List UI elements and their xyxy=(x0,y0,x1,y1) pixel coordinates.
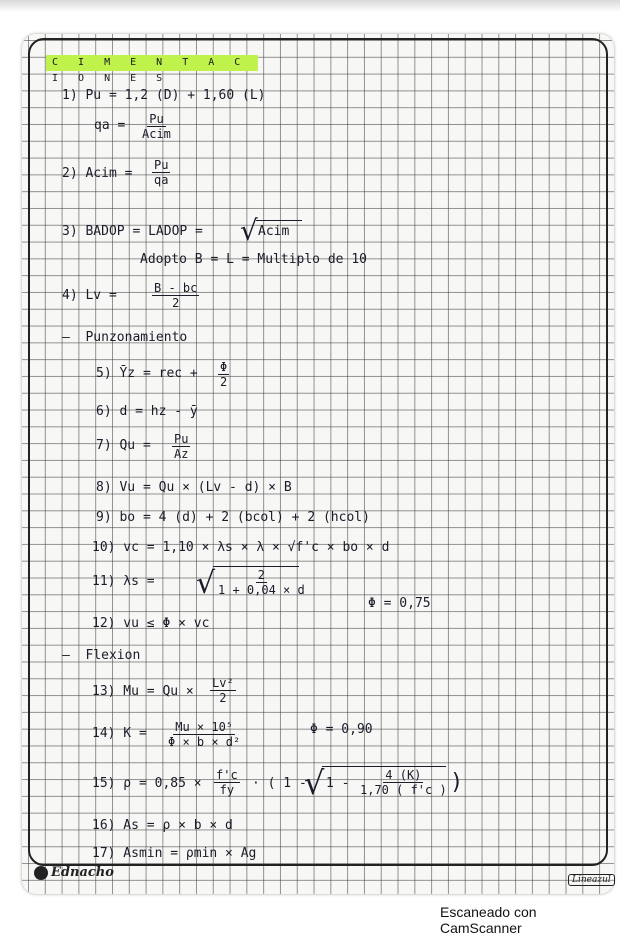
phi-value-090: Φ = 0,90 xyxy=(310,722,373,737)
root-sign-icon: √ xyxy=(196,566,216,601)
formula-10: 10) vc = 1,10 × λs × λ × √f'c × bo × d xyxy=(92,540,390,555)
formula-13-fraction xyxy=(210,676,236,705)
section-label: Punzonamiento xyxy=(85,330,188,345)
fraction-numerator: Pu xyxy=(174,432,189,446)
formula-1b-lhs: qa = xyxy=(94,118,126,133)
formula-12: 12) vu ≤ Φ × vc xyxy=(92,616,210,631)
fraction-denominator: 1,70 ( f'c ) xyxy=(360,783,447,797)
fraction-numerator: B - bc xyxy=(154,281,198,295)
fraction-denominator: 2 xyxy=(220,375,228,389)
fraction-numerator: 4 (K) xyxy=(385,768,422,782)
formula-14-lhs: 14) K = xyxy=(92,726,147,741)
formula-16: 16) As = ρ × b × d xyxy=(92,818,233,833)
formula-15-inner: 1 - xyxy=(326,776,350,791)
formula-5-lhs: 5) Ȳz = rec + xyxy=(96,366,198,381)
phi-value-075: Φ = 0,75 xyxy=(368,596,431,611)
formula-4-fraction xyxy=(152,281,199,310)
formula-3: 3) BADOP = LADOP = xyxy=(62,224,203,239)
formula-7-fraction xyxy=(172,432,190,461)
formula-14-fraction xyxy=(166,720,242,749)
section-heading-punzonamiento xyxy=(62,330,187,345)
formula-17: 17) Asmin = ρmin × Ag xyxy=(92,846,257,861)
formula-7-lhs: 7) Qu = xyxy=(96,438,151,453)
root-sign-icon: √ xyxy=(240,214,258,247)
scanner-watermark: Escaneado con CamScanner xyxy=(440,904,537,936)
fraction-denominator: qa xyxy=(154,173,169,187)
formula-15-inner-fraction xyxy=(358,768,449,797)
formula-1: 1) Pu = 1,2 (D) + 1,60 (L) xyxy=(62,88,266,103)
formula-3-radicand: Acim xyxy=(258,224,290,239)
formula-9: 9) bo = 4 (d) + 2 (bcol) + 2 (hcol) xyxy=(96,510,370,525)
fraction-numerator: Mu × 10⁵ xyxy=(175,720,234,734)
fraction-numerator: Pu xyxy=(149,112,164,126)
logo-mark-icon xyxy=(34,866,48,880)
section-heading-flexion xyxy=(62,648,140,663)
logo-text: Ednacho xyxy=(51,865,114,880)
fraction-denominator: 2 xyxy=(172,296,180,310)
root-bar xyxy=(322,766,446,767)
formula-15-fraction xyxy=(214,768,240,797)
formula-3b: Adopto B = L = Multiplo de 10 xyxy=(140,252,367,267)
fraction-numerator: Φ xyxy=(220,360,228,374)
formula-8: 8) Vu = Qu × (Lv - d) × B xyxy=(96,480,292,495)
fraction-denominator: fy xyxy=(219,783,235,797)
section-label: Flexion xyxy=(85,648,141,663)
formula-11-lhs: 11) λs = xyxy=(92,574,155,589)
formula-11-fraction xyxy=(216,568,307,597)
ednacho-logo xyxy=(34,865,114,880)
fraction-numerator: Pu xyxy=(154,158,169,172)
formula-13-lhs: 13) Mu = Qu × xyxy=(92,684,194,699)
fraction-denominator: Φ × b × d² xyxy=(168,735,241,749)
formula-4-lhs: 4) Lv = xyxy=(62,288,117,303)
fraction-denominator: 2 xyxy=(219,691,227,705)
dash: — xyxy=(62,648,86,663)
fraction-numerator: Lv² xyxy=(212,676,234,690)
top-edge xyxy=(0,0,620,12)
dash: — xyxy=(62,330,86,345)
formula-15-lhs: 15) ρ = 0,85 × xyxy=(92,776,202,791)
root-sign-icon: √ xyxy=(304,764,325,802)
fraction-numerator: 2 xyxy=(257,568,265,582)
paper-brand-logo: Lineazul xyxy=(568,874,615,886)
page-title: C I M E N T A C I O N E S xyxy=(46,55,258,71)
fraction-numerator: f'c xyxy=(216,768,238,782)
root-bar xyxy=(213,566,299,567)
formula-5-fraction xyxy=(218,360,229,389)
fraction-denominator: Acim xyxy=(142,127,171,141)
formula-2-fraction xyxy=(152,158,170,187)
formula-1b-fraction xyxy=(140,112,173,141)
root-bar xyxy=(256,220,302,221)
formula-15-mid: · ( 1 - xyxy=(252,776,307,791)
fraction-denominator: Az xyxy=(174,447,189,461)
formula-6: 6) d = hz - ȳ xyxy=(96,404,198,419)
fraction-denominator: 1 + 0,04 × d xyxy=(218,583,305,597)
formula-2-lhs: 2) Acim = xyxy=(62,166,133,181)
formula-15-close: ) xyxy=(450,770,464,795)
